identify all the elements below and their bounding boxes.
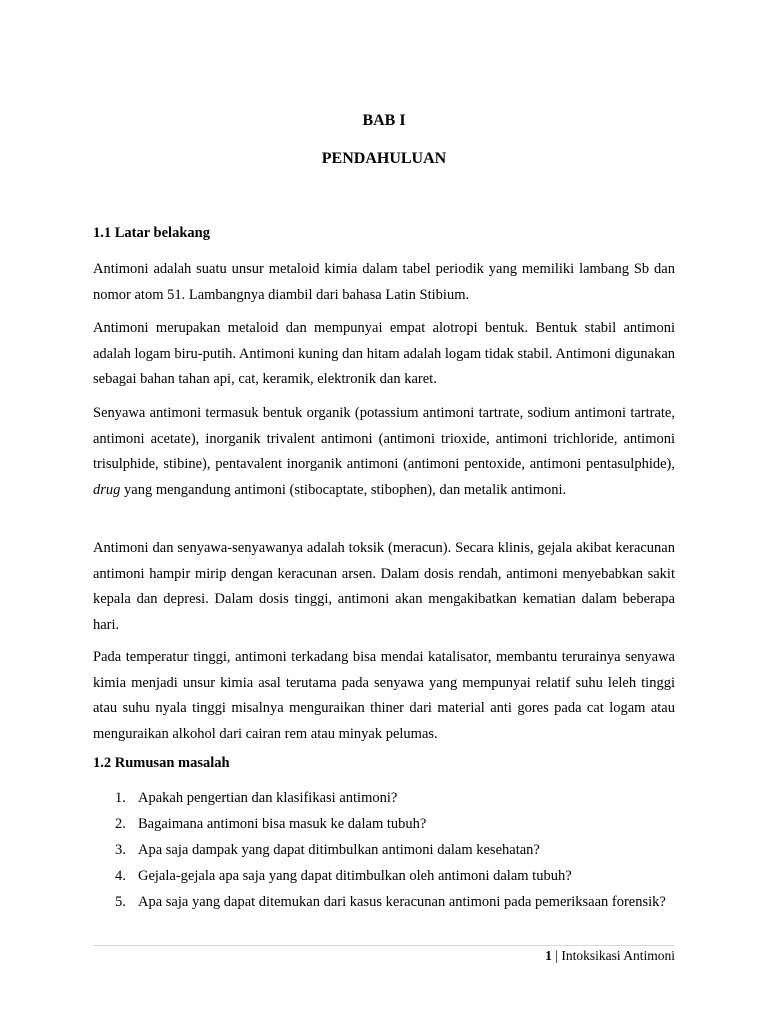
section-heading-rumusan-masalah: 1.2 Rumusan masalah (93, 755, 230, 771)
list-item-text: Apakah pengertian dan klasifikasi antimoni? (138, 790, 398, 806)
footer-title: Intoksikasi Antimoni (561, 948, 675, 963)
page-footer (545, 948, 675, 964)
footer-divider (93, 945, 675, 946)
list-item (93, 785, 675, 811)
page-number: 1 (545, 948, 552, 963)
paragraph-5: Pada temperatur tinggi, antimoni terkadang bisa mendai katalisator, membantu terurainya senyawa kimia menjadi unsur kimia asal terutama pada senyawa yang mempunyai relatif suhu leleh tinggi atau suhu nyala tinggi misalnya menguraikan thiner dari material anti gores pada cat logam atau menguraikan alkohol dari cairan rem atau minyak pelumas. (93, 649, 675, 742)
list-item (93, 863, 675, 889)
chapter-label: BAB I (362, 112, 406, 129)
list-item-number: 1. (115, 790, 126, 806)
list-item-text: Gejala-gejala apa saja yang dapat ditimbulkan oleh antimoni dalam tubuh? (138, 868, 572, 884)
list-item (93, 837, 675, 863)
paragraph-2: Antimoni merupakan metaloid dan mempunyai empat alotropi bentuk. Bentuk stabil antimoni adalah logam biru-putih. Antimoni kuning dan hitam adalah logam tidak stabil. Antimoni digunakan sebagai bahan tahan api, cat, keramik, elektronik dan karet. (93, 320, 675, 387)
research-questions-list (93, 785, 675, 915)
list-item-number: 3. (115, 842, 126, 858)
paragraph-3-text-b: yang mengandung antimoni (stibocaptate, stibophen), dan metalik antimoni. (120, 481, 567, 498)
list-item (93, 889, 675, 915)
list-item (93, 811, 675, 837)
chapter-title: PENDAHULUAN (321, 150, 447, 167)
paragraph-3 (93, 401, 675, 503)
list-item-number: 5. (115, 894, 126, 910)
section-heading-latar-belakang: 1.1 Latar belakang (93, 225, 210, 241)
paragraph-3-italic-term: drug (93, 481, 121, 498)
paragraph-3-text-a: Senyawa antimoni termasuk bentuk organik (potassium antimoni tartrate, sodium antimoni tartrate, antimoni acetate), inorganik trivalent antimoni (antimoni trioxide, antimoni trichloride, antimoni trisulphide, stibine), pentavalent inorganik antimoni (antimoni pentoxide, antimoni pentasulphide), (93, 405, 675, 472)
paragraph-1: Antimoni adalah suatu unsur metaloid kimia dalam tabel periodik yang memiliki lambang Sb dan nomor atom 51. Lambangnya diambil dari bahasa Latin Stibium. (93, 261, 675, 303)
list-item-number: 2. (115, 816, 126, 832)
list-item-text: Bagaimana antimoni bisa masuk ke dalam tubuh? (138, 816, 427, 832)
list-item-text: Apa saja dampak yang dapat ditimbulkan antimoni dalam kesehatan? (138, 842, 540, 858)
list-item-number: 4. (115, 868, 126, 884)
paragraph-4: Antimoni dan senyawa-senyawanya adalah toksik (meracun). Secara klinis, gejala akibat keracunan antimoni hampir mirip dengan keracunan arsen. Dalam dosis rendah, antimoni menyebabkan sakit kepala dan depresi. Dalam dosis tinggi, antimoni akan mengakibatkan kematian dalam beberapa hari. (93, 540, 675, 633)
list-item-text: Apa saja yang dapat ditemukan dari kasus keracunan antimoni pada pemeriksaan forensik? (138, 894, 666, 910)
footer-separator: | (555, 948, 558, 963)
